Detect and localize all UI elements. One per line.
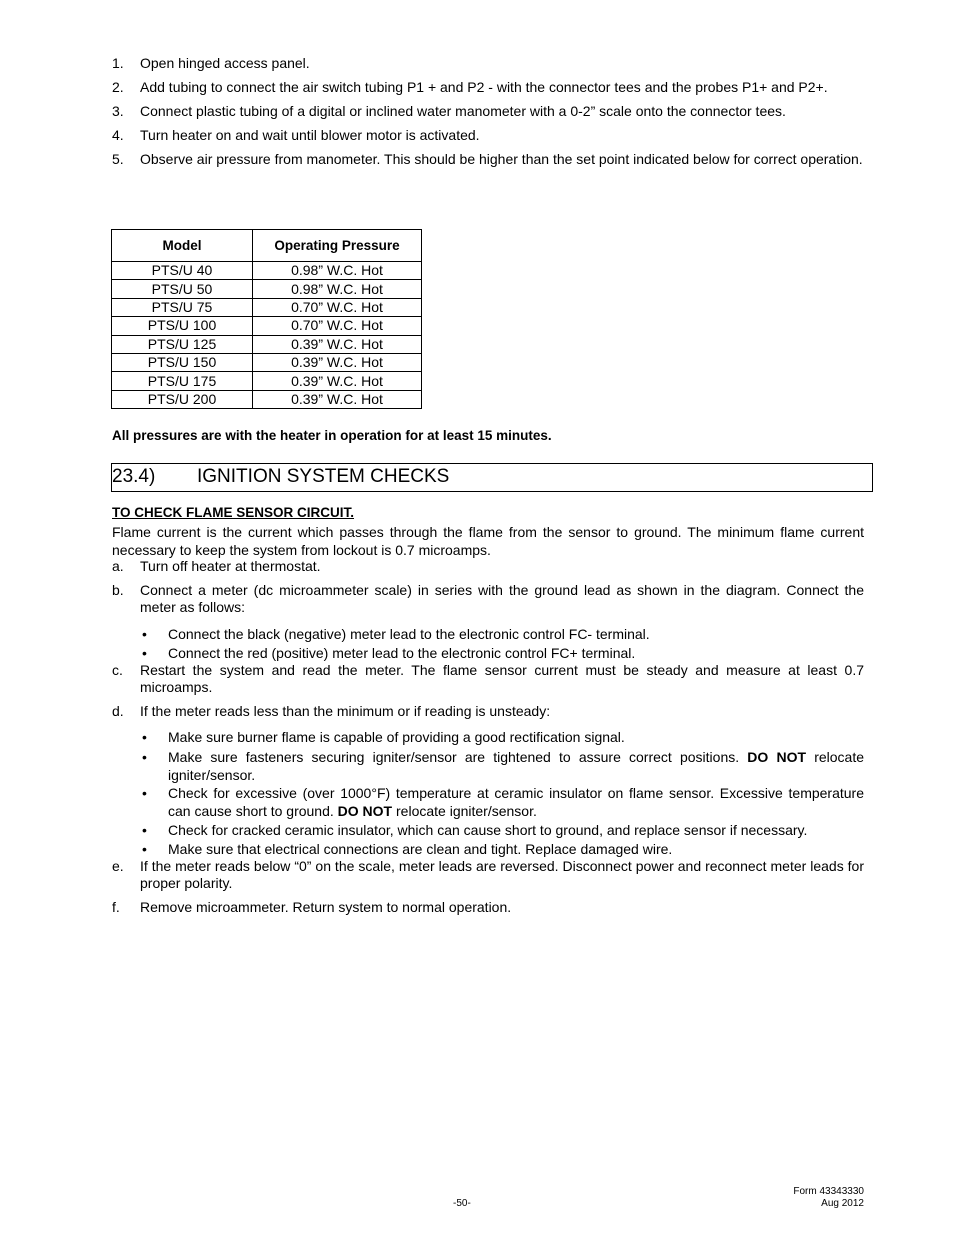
section-title: IGNITION SYSTEM CHECKS [197, 466, 450, 487]
check-step-d [112, 703, 864, 720]
model-cell: PTS/U 100 [112, 317, 253, 335]
step-text: Connect plastic tubing of a digital or inclined water manometer with a 0-2” scale onto the connector tees. [140, 103, 786, 119]
model-cell: PTS/U 175 [112, 372, 253, 390]
table-header-row [112, 230, 422, 262]
step-text: Add tubing to connect the air switch tubing P1 + and P2 - with the connector tees and the probes P1+ and P2+. [140, 79, 828, 95]
step-letter: d. [112, 703, 124, 719]
bullet-mark: • [142, 822, 147, 838]
pressure-cell: 0.39” W.C. Hot [253, 335, 422, 353]
bullet-item [140, 625, 864, 643]
form-number: Form 43343330 [793, 1186, 864, 1197]
step-number: 3. [112, 103, 124, 119]
step-text: If the meter reads below “0” on the scale, meter leads are reversed. Disconnect power and reconnect meter leads for proper polarity. [140, 858, 864, 891]
table-row [112, 317, 422, 335]
section-number: 23.4) [112, 466, 156, 487]
step-number: 2. [112, 79, 124, 95]
bullet-text: Check for cracked ceramic insulator, which can cause short to ground, and replace sensor if necessary. [168, 822, 808, 838]
subheading: TO CHECK FLAME SENSOR CIRCUIT. [112, 505, 355, 520]
bullet-item [140, 840, 864, 858]
step-letter: c. [112, 662, 123, 678]
page-number: -50- [453, 1198, 471, 1209]
header-model: Model [112, 230, 253, 262]
form-info [793, 1186, 864, 1210]
bullet-text: Connect the black (negative) meter lead to the electronic control FC- terminal. [168, 626, 650, 642]
table-row [112, 262, 422, 280]
pressure-cell: 0.39” W.C. Hot [253, 353, 422, 371]
bullet-mark: • [142, 626, 147, 642]
bullet-mark: • [142, 841, 147, 857]
bullet-text: Make sure that electrical connections are clean and tight. Replace damaged wire. [168, 841, 673, 857]
bullet-item [140, 748, 864, 784]
bullet-mark: • [142, 645, 147, 661]
step-text: Restart the system and read the meter. The flame sensor current must be steady and measure at least 0.7 microamps. [140, 662, 864, 695]
form-date: Aug 2012 [821, 1198, 864, 1209]
step-letter: a. [112, 558, 124, 574]
table-row [112, 390, 422, 408]
check-step-f [112, 899, 864, 916]
table-row [112, 372, 422, 390]
bullet-text: relocate igniter/sensor. [168, 749, 864, 783]
pressure-cell: 0.70” W.C. Hot [253, 317, 422, 335]
table-row [112, 353, 422, 371]
step-text: Remove microammeter. Return system to normal operation. [140, 899, 512, 915]
step-text: Observe air pressure from manometer. This should be higher than the set point indicated below for correct operation. [140, 151, 863, 167]
operating-pressure-table [111, 229, 422, 409]
pressure-cell: 0.39” W.C. Hot [253, 390, 422, 408]
bullet-text: Make sure fasteners securing igniter/sensor are tightened to assure correct positions. [168, 749, 740, 765]
pressure-cell: 0.98” W.C. Hot [253, 280, 422, 298]
check-step-e [112, 858, 864, 892]
bullet-mark: • [142, 785, 147, 801]
bullet-mark: • [142, 729, 147, 745]
bullet-item [140, 821, 864, 839]
step-text: Turn heater on and wait until blower motor is activated. [140, 127, 480, 143]
step-text: If the meter reads less than the minimum or if reading is unsteady: [140, 703, 551, 719]
bullet-text: Make sure burner flame is capable of providing a good rectification signal. [168, 729, 625, 745]
step-text: Turn off heater at thermostat. [140, 558, 321, 574]
pressure-note: All pressures are with the heater in operation for at least 15 minutes. [112, 428, 552, 443]
header-operating-pressure: Operating Pressure [253, 230, 422, 262]
step-number: 5. [112, 151, 124, 167]
bullet-item [140, 784, 864, 820]
step-letter: f. [112, 899, 120, 915]
bullet-text: Connect the red (positive) meter lead to the electronic control FC+ terminal. [168, 645, 636, 661]
pressure-cell: 0.98” W.C. Hot [253, 262, 422, 280]
bullet-item [140, 728, 864, 746]
list-item [112, 127, 864, 144]
model-cell: PTS/U 150 [112, 353, 253, 371]
step-text: Open hinged access panel. [140, 55, 310, 71]
model-cell: PTS/U 200 [112, 390, 253, 408]
list-item [112, 151, 864, 168]
check-step-b [112, 582, 864, 616]
check-step-a [112, 558, 864, 575]
list-item [112, 103, 864, 120]
table-row [112, 280, 422, 298]
pressure-cell: 0.39” W.C. Hot [253, 372, 422, 390]
model-cell: PTS/U 125 [112, 335, 253, 353]
bullet-text: Check for excessive (over 1000°F) temperature at ceramic insulator on flame sensor. Excessive temperature can cause short to ground. [168, 785, 864, 819]
bullet-text: relocate igniter/sensor. [396, 803, 537, 819]
step-text: Connect a meter (dc microammeter scale) in series with the ground lead as shown in the diagram. Connect the meter as follows: [140, 582, 864, 615]
bullet-mark: • [142, 749, 147, 765]
list-item [112, 79, 864, 96]
procedure-list [112, 55, 864, 175]
bullet-item [140, 644, 864, 662]
model-cell: PTS/U 40 [112, 262, 253, 280]
list-item [112, 55, 864, 72]
step-number: 4. [112, 127, 124, 143]
table-row [112, 335, 422, 353]
intro-paragraph: Flame current is the current which passes through the flame from the sensor to ground. The minimum flame current necessary to keep the system from lockout is 0.7 microamps. [112, 524, 864, 558]
pressure-cell: 0.70” W.C. Hot [253, 298, 422, 316]
step-letter: e. [112, 858, 124, 874]
step-letter: b. [112, 582, 124, 598]
model-cell: PTS/U 75 [112, 298, 253, 316]
table-row [112, 298, 422, 316]
check-step-c [112, 662, 864, 696]
section-header [111, 463, 873, 492]
warning-text: DO NOT [747, 749, 807, 765]
warning-text: DO NOT [337, 803, 393, 819]
step-number: 1. [112, 55, 124, 71]
model-cell: PTS/U 50 [112, 280, 253, 298]
